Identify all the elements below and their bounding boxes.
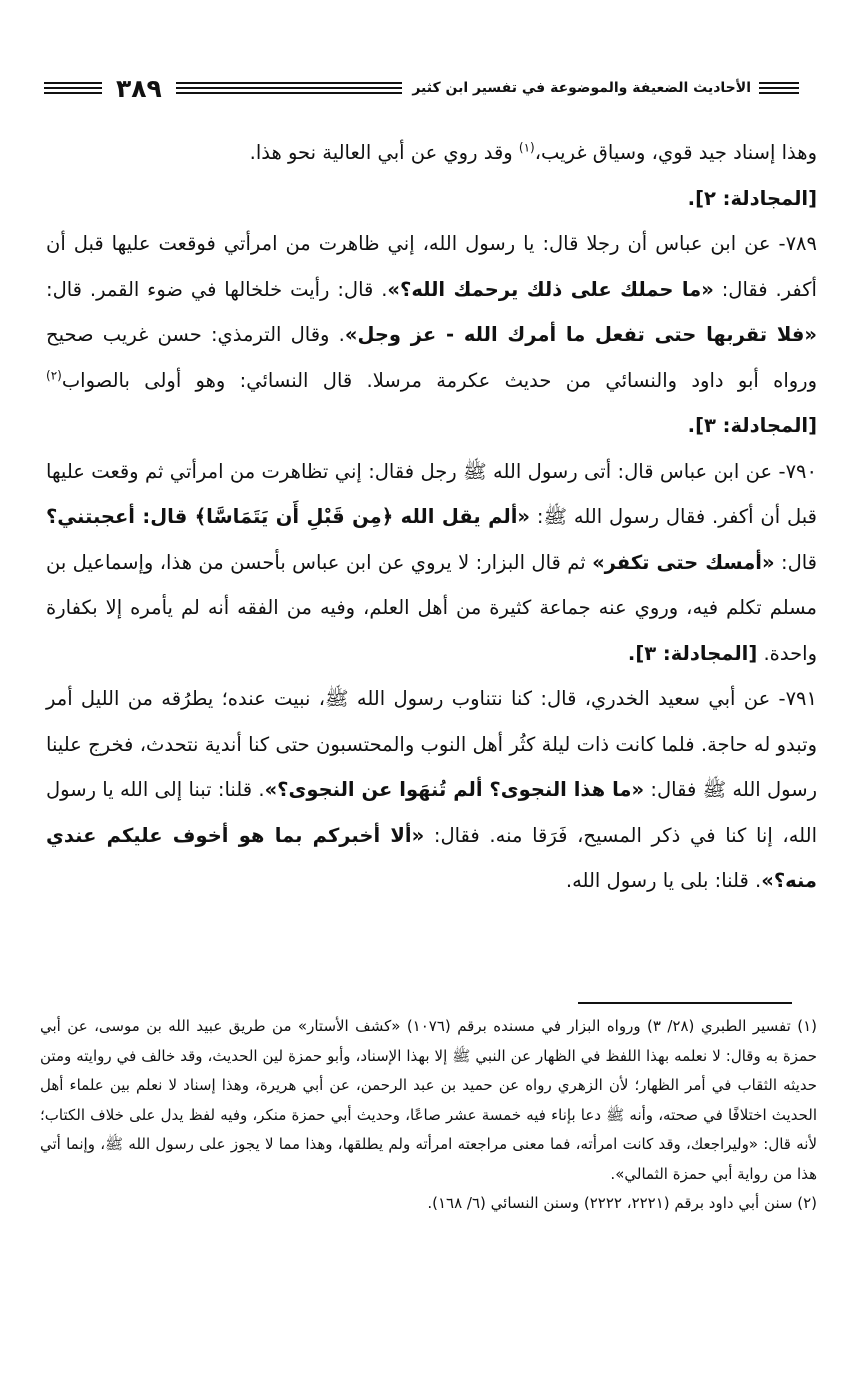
hadith-text: . قلنا: تبنا إلى الله يا رسول الله، إنا كنا في ذكر المسيح، فَرَقا منه. فقال: [46, 778, 817, 847]
hadith-quote: «فلا تقربها حتى تفعل ما أمرك الله - عز وجل» [344, 323, 818, 346]
hadith-text: ٧٩١- عن أبي سعيد الخدري، قال: كنا نتناوب رسول الله ﷺ، نبيت عنده؛ يطرُقه من الليل أمر وتبدو له حاجة. فلما كانت ذات ليلة كثُر أهل النوب والمحتسبون حتى كنا أندية نتحدث، فخرج علينا رسول الله ﷺ فقال: [46, 687, 817, 801]
quran-reference: [المجادلة: ٢]. [687, 186, 817, 210]
hadith-quote: «أمسك حتى تكفر» [592, 550, 775, 574]
hadith-text: ٧٨٩- عن ابن عباس أن رجلا قال: يا رسول الله، إني ظاهرت من امرأتي فوقعت عليها قبل أن أكفر. فقال: [46, 232, 817, 301]
hadith-text: قال: [774, 550, 817, 574]
main-text [46, 130, 817, 904]
page-number: ٣٨٩ [116, 73, 162, 103]
hadith-text: . وقال الترمذي: حسن غريب صحيح ورواه أبو داود والنسائي من حديث عكرمة مرسلا. قال النسائي: وهو أولى بالصواب [46, 323, 817, 392]
quran-reference: [المجادلة: ٣]. [627, 641, 758, 665]
hadith-quote: «ألم يقل الله ﴿مِن قَبْلِ أَن يَتَمَاسَّا﴾ قال: أعجبتني؟ [46, 505, 531, 528]
intro-text-2: وقد روي عن أبي العالية نحو هذا. [249, 141, 519, 164]
footnotes [40, 1012, 817, 1219]
footnote-1: (١) تفسير الطبري (٢٨/ ٣) ورواه البزار في مسنده برقم (١٠٧٦) «كشف الأستار» من طريق عبيد الله بن موسى، عن أبي حمزة به وقال: لا نعلمه بهذا اللفظ في الظهار عن النبي ﷺ إلا بهذا الإسناد، وأبو حمزة لين الحديث، وقد خالف في روايته ومتن حديثه الثقاب في أمر الظهار؛ لأن الزهري رواه عن حميد بن عبد الرحمن، عن أبي هريرة، وهذا إسناد لا نعلم بين علماء أهل الحديث اختلافًا في صحته، وأنه ﷺ دعا بإناء فيه خمسة عشر صاعًا، وحديث أبي حمزة منكر، وفيه لفظ يدل على خلاف الكتاب؛ لأنه قال: «وليراجعك، وقد كانت امرأته، فما معنى مراجعته امرأته ولم يطلقها، وهذا مما لا يجوز على رسول الله ﷺ، وإنما أتي هذا من رواية أبي حمزة الثمالي». [40, 1017, 817, 1183]
hadith-quote: «ما حملك على ذلك يرحمك الله؟» [387, 277, 714, 301]
hadith-790 [46, 449, 817, 677]
running-header [44, 66, 799, 110]
footnote-2: (٢) سنن أبي داود برقم (٢٢٢١، ٢٢٢٢) وسنن النسائي (٦/ ١٦٨). [427, 1194, 817, 1212]
running-title: الأحاديث الضعيفة والموضوعة في تفسير ابن كثير [412, 80, 751, 96]
intro-text: وهذا إسناد جيد قوي، وسياق غريب، [534, 141, 817, 164]
quran-reference: [المجادلة: ٣]. [687, 414, 817, 437]
hadith-quote: «ما هذا النجوى؟ ألم تُنهَوا عن النجوى؟» [264, 778, 645, 801]
header-rule-middle [176, 82, 403, 94]
hadith-text: . قلنا: بلى يا رسول الله. [565, 869, 762, 892]
footnote-separator [578, 1002, 792, 1004]
hadith-text: ٧٩٠- عن ابن عباس قال: أتى رسول الله ﷺ رجل فقال: إني تظاهرت من امرأتي ثم وقعت عليها قبل أن أكفر. فقال رسول الله ﷺ: [46, 459, 818, 528]
hadith-quote: «ألا أخبركم بما هو أخوف عليكم عندي منه؟» [46, 823, 817, 892]
hadith-791 [46, 676, 817, 904]
header-rule-left [44, 82, 102, 94]
hadith-text: . قال: رأيت خلخالها في ضوء القمر. قال: [46, 277, 388, 301]
header-rule-right [759, 82, 799, 94]
hadith-text: ثم قال البزار: لا يروي عن ابن عباس بأحسن من هذا، وإسماعيل بن مسلم تكلم فيه، وروي عنه جماعة كثيرة من أهل العلم، وفيه من الفقه أنه لم يأمره إلا بكفارة واحدة. [46, 550, 817, 665]
hadith-789 [46, 221, 817, 449]
intro-paragraph [46, 130, 817, 221]
footnote-marker-2: (٢) [46, 368, 62, 382]
footnote-marker-1: (١) [518, 140, 535, 155]
